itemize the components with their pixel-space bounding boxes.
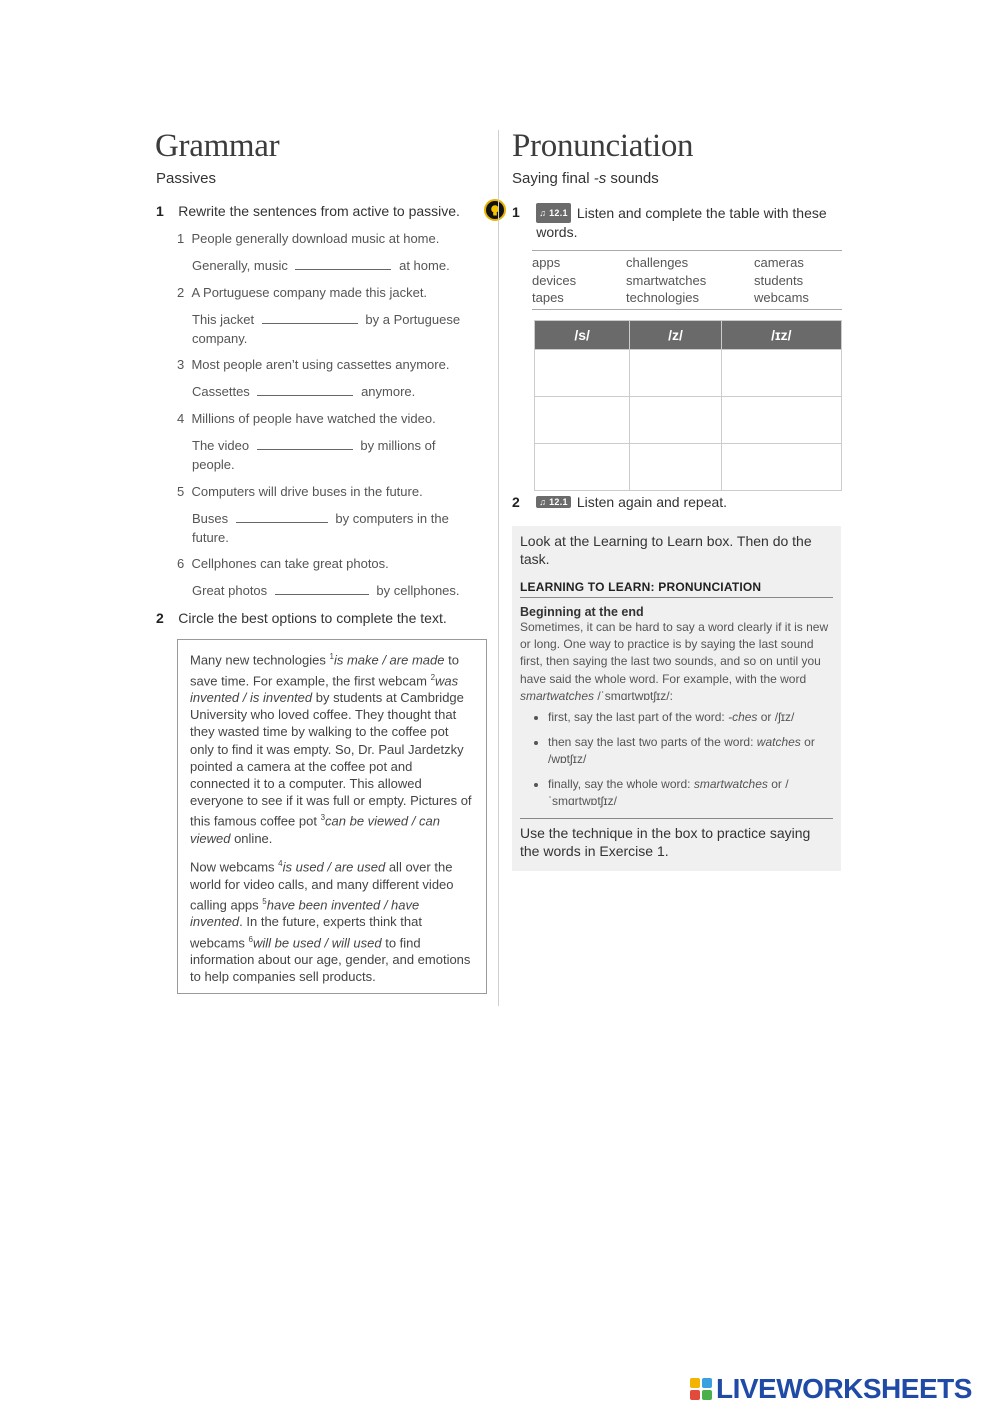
column-header-z: /z/ [630,321,721,350]
ex-instruction: Listen and complete the table with these words. [536,205,827,240]
item-prompt: People generally download music at home. [191,231,440,246]
word-bank-item: challenges [626,255,689,270]
table-row [535,397,842,444]
ltl-intro: Look at the Learning to Learn box. Then do the task. [520,533,812,567]
item-prompt: Millions of people have watched the video. [191,411,436,426]
table-cell[interactable] [535,397,630,444]
text-run: all over the world for video calls, and many different video calling apps [190,859,454,913]
ltl-example-ipa: /ˈsmɑrtwɒtʃɪz/: [594,688,673,703]
table-row [535,444,842,491]
ltl-body [520,619,833,811]
word-bank-grid [532,251,842,309]
ltl-body-text: Sometimes, it can be hard to say a word clearly if it is new or long. One way to practice is by saying the last sound first, then saying the last two sounds, and so on until you have said the whole word. For example, with the word [520,620,829,686]
grammar-item-2 [177,283,427,302]
gap-number: 1 [329,652,334,661]
option-choice[interactable]: have been invented / have invented [190,897,420,930]
table-cell[interactable] [535,444,630,491]
option-choice[interactable]: can be viewed / can viewed [190,813,440,847]
audio-track: 12.1 [549,208,568,218]
grammar-heading: Grammar [155,128,280,164]
word-bank-item: tapes [532,290,564,305]
step-emphasis: smartwatches [693,776,768,791]
subheading-emphasis: -s [593,170,607,187]
ltl-steps-list [520,709,833,811]
logo-text: LIVEWORKSHEETS [716,1373,972,1404]
word-bank-item: devices [532,272,577,288]
ex-number: 1 [156,203,164,219]
table-cell[interactable] [535,350,630,397]
word-bank [532,250,842,310]
word-bank-item: students [754,272,804,288]
grammar-item-6 [177,554,389,573]
column-header-s: /s/ [535,321,630,350]
answer-blank[interactable] [257,383,353,396]
subheading-text: sounds [606,170,659,187]
option-choice[interactable]: is used / are used [282,859,386,875]
grammar-answer-3 [192,382,415,401]
text-run: online. [230,831,273,847]
ex-number: 1 [512,204,520,220]
grammar-ex2-header [156,610,447,628]
audio-icon[interactable]: ♫ 12.1 [536,203,571,223]
answer-before: The video [192,438,250,453]
ltl-outro: Use the technique in the box to practice saying the words in Exercise 1. [520,818,833,860]
column-divider [498,130,499,1006]
step-emphasis: -ches [728,710,758,725]
answer-before: Buses [192,511,229,526]
answer-before: This jacket [192,312,255,327]
answer-after: by cellphones. [376,583,460,598]
item-number: 5 [177,484,185,499]
table-cell[interactable] [721,397,841,444]
item-prompt: Cellphones can take great photos. [191,556,389,571]
item-prompt: Most people aren’t using cassettes anymore. [191,357,450,372]
answer-blank[interactable] [257,437,353,450]
table-row [535,350,842,397]
grammar-item-4 [177,409,436,428]
learning-to-learn-box [512,526,841,871]
option-choice[interactable]: is make / are made [333,652,445,668]
pron-ex2-header [512,494,727,512]
answer-before: Great photos [192,583,268,598]
audio-track: 12.1 [549,497,568,507]
word-bank-item: smartwatches [626,272,707,288]
logo-square [690,1378,700,1388]
text-run: Now webcams [190,859,279,875]
ex-number: 2 [512,494,520,510]
table-cell[interactable] [630,350,721,397]
gap-number: 5 [262,896,267,906]
step-emphasis: watches [756,734,801,749]
gap-number: 4 [278,859,283,869]
grammar-ex1-header [156,203,460,221]
answer-after-wrap: future. [192,530,229,545]
answer-after: by millions of [360,438,436,453]
step-text: or /ˈsmɑrtwɒtʃɪz/ [548,776,789,809]
column-header-iz: /ɪz/ [721,321,841,350]
answer-blank[interactable] [295,257,391,270]
gap-number: 2 [430,672,436,682]
grammar-answer-4 [192,436,435,474]
grammar-item-3 [177,355,449,374]
lightbulb-icon [484,199,506,221]
step-text: or /wɒtʃɪz/ [548,734,815,767]
answer-blank[interactable] [236,510,328,523]
text-run: by students at Cambridge University who loved coffee. They thought that they wasted time by walking to the coffee pot only to find it was empty. So, Dr. Paul Jardetzky pointed a camera at the coffee pot and connected it to a computer. This allowed everyone to see if it was full or empty. Pictures of this famous coffee pot [190,690,472,829]
answer-after: by a Portuguese [365,312,461,327]
ex-instruction: Rewrite the sentences from active to passive. [178,203,460,219]
grammar-answer-1 [192,256,450,275]
logo-icon [690,1378,712,1400]
text-run: to find information about our age, gender, and emotions to help companies sell products. [190,935,471,985]
grammar-item-5 [177,482,423,501]
grammar-answer-2 [192,310,460,348]
item-number: 3 [177,357,185,372]
table-cell[interactable] [721,350,841,397]
answer-after: at home. [399,258,450,273]
step-text: then say the last two parts of the word: [548,734,757,749]
answer-after-wrap: people. [192,457,235,472]
option-choice[interactable]: was invented / is invented [190,672,459,706]
answer-blank[interactable] [262,311,358,324]
logo-square [702,1378,712,1388]
grammar-answer-5 [192,509,449,547]
ex-instruction: Listen again and repeat. [576,494,728,510]
table-cell[interactable] [630,444,721,491]
item-prompt: Computers will drive buses in the future. [191,484,423,499]
pron-ex1-header [512,203,832,241]
reading-text-box [177,639,487,994]
pronunciation-subheading [512,170,659,187]
gap-number: 3 [320,813,326,823]
table-cell[interactable] [721,444,841,491]
word-bank-item: cameras [754,255,804,270]
word-bank-item: webcams [754,290,809,305]
step-text: finally, say the whole word: [548,776,694,791]
subheading-text: Saying final [512,170,594,187]
step-text: first, say the last part of the word: [548,710,729,725]
grammar-subheading: Passives [156,170,217,187]
answer-after-wrap: company. [192,331,248,346]
logo-square [690,1390,700,1400]
answer-before: Cassettes [192,384,250,399]
reading-paragraph-1 [190,648,474,847]
table-cell[interactable] [630,397,721,444]
word-bank-item: apps [532,255,561,270]
text-run: . In the future, experts think that webcams [190,914,422,951]
logo-square [702,1390,712,1400]
ltl-example-word: smartwatches [520,688,595,703]
ex-instruction: Circle the best options to complete the text. [178,610,447,626]
answer-after: by computers in the [335,511,449,526]
text-run: to save time. For example, the first webcam [190,652,459,688]
ltl-subtitle: Beginning at the end [520,605,644,619]
answer-after: anymore. [361,384,416,399]
item-number: 2 [177,285,185,300]
word-bank-item: technologies [626,290,699,305]
liveworksheets-logo[interactable] [690,1373,972,1405]
grammar-item-1 [177,229,439,248]
item-number: 4 [177,411,185,426]
grammar-answer-6 [192,581,460,600]
reading-paragraph-2 [190,855,474,985]
ex-number: 2 [156,610,164,626]
item-number: 1 [177,231,185,246]
item-prompt: A Portuguese company made this jacket. [191,285,428,300]
answer-blank[interactable] [275,582,369,595]
text-run: Many new technologies [190,652,330,668]
audio-icon[interactable]: ♫ 12.1 [536,496,571,508]
ltl-title: LEARNING TO LEARN: PRONUNCIATION [520,580,833,598]
option-choice[interactable]: will be used / will used [252,935,382,951]
list-item [548,709,833,727]
list-item [548,734,833,769]
sound-table [534,320,842,491]
answer-before: Generally, music [192,258,288,273]
step-text: or /ʃɪz/ [757,710,795,725]
item-number: 6 [177,556,185,571]
pronunciation-heading: Pronunciation [512,128,694,164]
list-item [548,776,833,811]
gap-number: 6 [248,934,253,944]
